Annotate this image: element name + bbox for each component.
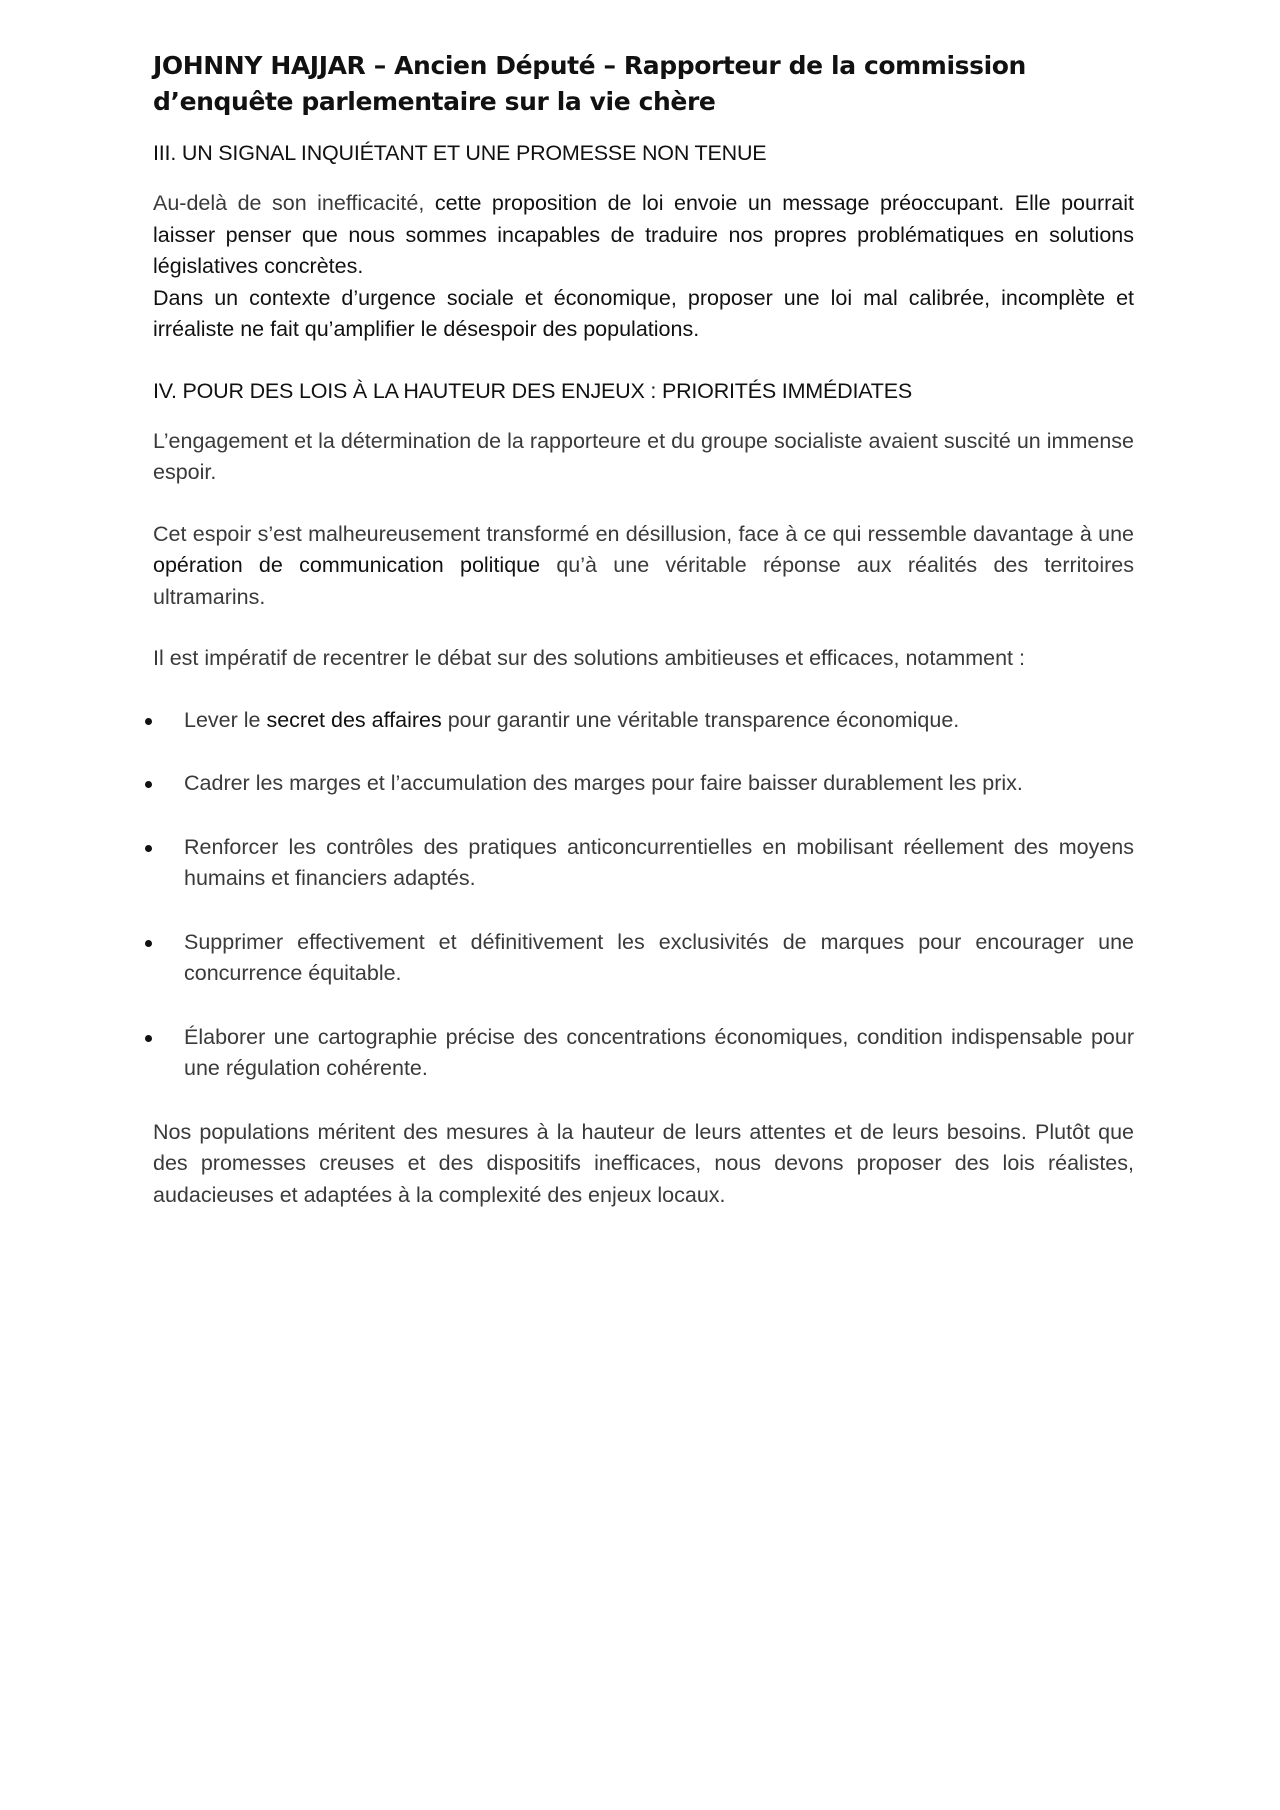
list-item-text: Élaborer une cartographie précise des concentrations économiques, condition indispensable pour une régulation cohérente. — [184, 1024, 1134, 1080]
paragraph-emphasis: opération de communication politique — [153, 553, 541, 577]
list-item-emphasis: secret des affaires — [266, 707, 442, 732]
section-4-paragraph-1: L’engagement et la détermination de la rapporteure et du groupe socialiste avaient suscité un immense espoir. — [153, 428, 1134, 484]
list-item-text: Lever le — [184, 707, 267, 732]
list-item — [153, 768, 1134, 800]
list-item — [153, 832, 1134, 895]
bullet-icon — [145, 940, 152, 947]
section-4-paragraph-4: Nos populations méritent des mesures à la hauteur de leurs attentes et de leurs besoins. Plutôt que des promesses creuses et des dispositifs inefficaces, nous devons proposer des lois réalistes, audacieuses et adaptées à la complexité des enjeux locaux. — [153, 1119, 1134, 1207]
bullet-icon — [145, 1035, 152, 1042]
list-item — [153, 927, 1134, 990]
section-3-paragraph-2: Dans un contexte d’urgence sociale et économique, proposer une loi mal calibrée, incomplète et irréaliste ne fait qu’amplifier le désespoir des populations. — [153, 285, 1134, 341]
section-4-paragraph-2 — [153, 519, 1134, 614]
section-4-paragraph-3: Il est impératif de recentrer le débat sur des solutions ambitieuses et efficaces, notamment : — [153, 646, 1025, 670]
section-3-paragraph-1 — [153, 188, 1134, 283]
priorities-list — [153, 705, 1134, 1085]
paragraph-lead: Au-delà de son inefficacité, — [153, 191, 435, 215]
section-heading-4: IV. POUR DES LOIS À LA HAUTEUR DES ENJEUX : PRIORITÉS IMMÉDIATES — [153, 378, 912, 403]
list-item-text: Supprimer effectivement et définitivement les exclusivités de marques pour encourager une concurrence équitable. — [184, 929, 1134, 985]
list-item — [153, 1022, 1134, 1085]
list-item — [153, 705, 1134, 737]
paragraph-text: qu’à une véritable réponse aux réalités des territoires ultramarins. — [153, 553, 1134, 609]
list-item-text: Cadrer les marges et l’accumulation des marges pour faire baisser durablement les prix. — [184, 771, 1023, 795]
document-title: JOHNNY HAJJAR – Ancien Député – Rapporteur de la commission d’enquête parlementaire sur la vie chère — [153, 51, 1026, 116]
paragraph-emphasis: cette proposition de loi envoie un message préoccupant. Elle pourrait laisser penser que nous sommes incapables de traduire nos propres problématiques en solutions législatives concrètes. — [153, 191, 1134, 278]
bullet-icon — [145, 718, 152, 725]
document-page — [153, 48, 1134, 1241]
bullet-icon — [145, 845, 152, 852]
paragraph-text: Cet espoir s’est malheureusement transformé en désillusion, face à ce qui ressemble davantage à une — [153, 521, 1134, 546]
list-item-text: Renforcer les contrôles des pratiques anticoncurrentielles en mobilisant réellement des moyens humains et financiers adaptés. — [184, 834, 1134, 890]
list-item-text: pour garantir une véritable transparence économique. — [441, 707, 960, 732]
bullet-icon — [145, 781, 152, 788]
section-heading-3: III. UN SIGNAL INQUIÉTANT ET UNE PROMESSE NON TENUE — [153, 141, 767, 165]
